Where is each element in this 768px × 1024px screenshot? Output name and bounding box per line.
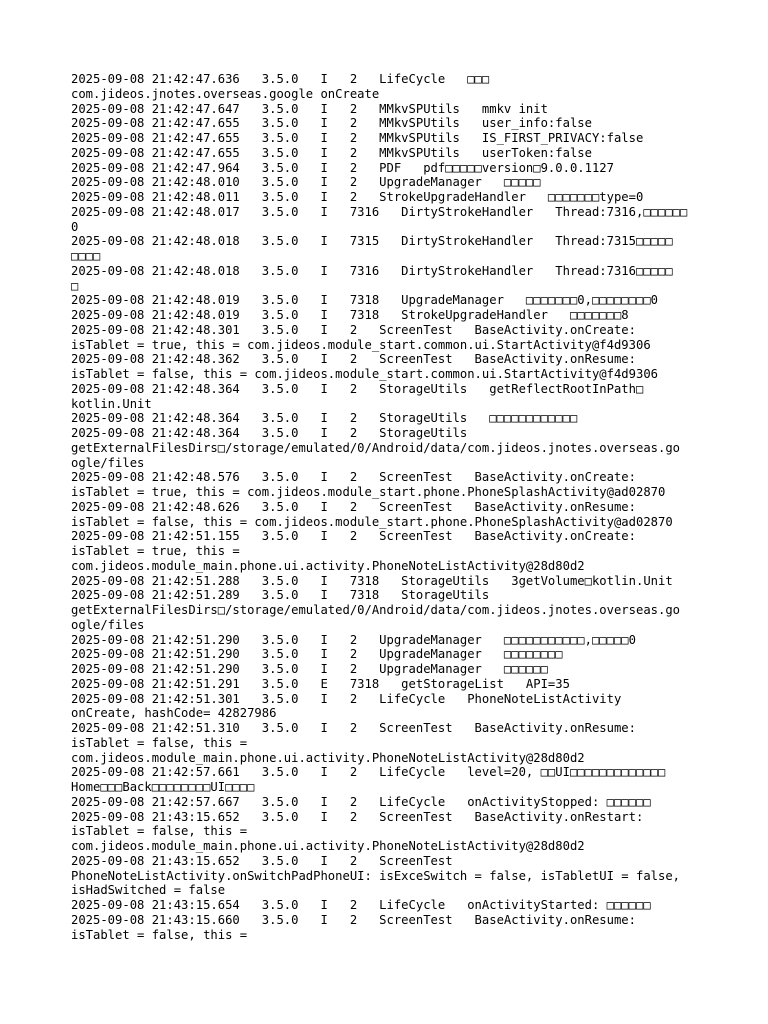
log-line: 2025-09-08 21:42:51.290 3.5.0 I 2 UpgradeManager □□□□□□ bbox=[71, 662, 548, 676]
log-line: 2025-09-08 21:42:48.364 3.5.0 I 2 StorageUtils getReflectRootInPath□ bbox=[71, 381, 644, 396]
log-line: 2025-09-08 21:42:48.010 3.5.0 I 2 UpgradeManager □□□□□ bbox=[71, 175, 541, 190]
log-line: 2025-09-08 21:42:48.018 3.5.0 I 7315 DirtyStrokeHandler Thread:7315□□□□□ bbox=[71, 234, 673, 249]
log-line: isTablet = false, this = bbox=[71, 824, 248, 839]
log-line: 2025-09-08 21:42:48.018 3.5.0 I 7316 DirtyStrokeHandler Thread:7316□□□□□ bbox=[71, 263, 673, 278]
log-line: 2025-09-08 21:42:51.289 3.5.0 I 7318 StorageUtils bbox=[71, 588, 490, 603]
log-line: 2025-09-08 21:42:57.661 3.5.0 I 2 LifeCycle level=20, □□UI□□□□□□□□□□□□□ bbox=[71, 765, 666, 780]
log-line: getExternalFilesDirs□/storage/emulated/0/Android/data/com.jideos.jnotes.overseas.go bbox=[71, 603, 681, 617]
log-line: 2025-09-08 21:42:48.011 3.5.0 I 2 StrokeUpgradeHandler □□□□□□□type=0 bbox=[71, 190, 644, 204]
log-line: com.jideos.module_main.phone.ui.activity.PhoneNoteListActivity@28d80d2 bbox=[71, 750, 585, 765]
log-line: 2025-09-08 21:42:48.364 3.5.0 I 2 StorageUtils □□□□□□□□□□□□ bbox=[71, 411, 578, 426]
log-line: 2025-09-08 21:42:47.655 3.5.0 I 2 MMkvSPUtils userToken:false bbox=[71, 145, 592, 160]
log-line: com.jideos.module_main.phone.ui.activity.PhoneNoteListActivity@28d80d2 bbox=[71, 558, 585, 573]
log-line: isTablet = false, this = com.jideos.module_start.phone.PhoneSplashActivity@ad02870 bbox=[71, 514, 673, 529]
log-line: com.jideos.jnotes.overseas.google onCreate bbox=[71, 86, 380, 101]
log-line: 2025-09-08 21:42:51.290 3.5.0 I 2 UpgradeManager □□□□□□□□□□□,□□□□□0 bbox=[71, 632, 636, 647]
log-text-block bbox=[71, 72, 701, 942]
log-line: Home□□□Back□□□□□□□□UI□□□□ bbox=[71, 780, 255, 794]
log-line: 2025-09-08 21:42:47.655 3.5.0 I 2 MMkvSPUtils IS_FIRST_PRIVACY:false bbox=[71, 131, 644, 145]
log-line: 2025-09-08 21:42:48.364 3.5.0 I 2 StorageUtils bbox=[71, 426, 468, 440]
log-line: 2025-09-08 21:42:48.301 3.5.0 I 2 ScreenTest BaseActivity.onCreate: bbox=[71, 322, 636, 337]
log-line: isTablet = true, this = com.jideos.module_start.common.ui.StartActivity@f4d9306 bbox=[71, 337, 651, 352]
log-line: 2025-09-08 21:43:15.652 3.5.0 I 2 ScreenTest bbox=[71, 853, 453, 868]
log-line: 2025-09-08 21:42:47.647 3.5.0 I 2 MMkvSPUtils mmkv init bbox=[71, 101, 548, 116]
log-line: getExternalFilesDirs□/storage/emulated/0/Android/data/com.jideos.jnotes.overseas.go bbox=[71, 440, 681, 455]
log-line: 2025-09-08 21:42:51.301 3.5.0 I 2 LifeCycle PhoneNoteListActivity bbox=[71, 691, 622, 706]
log-line: 2025-09-08 21:42:57.667 3.5.0 I 2 LifeCycle onActivityStopped: □□□□□□ bbox=[71, 794, 651, 809]
log-line: 2025-09-08 21:42:51.291 3.5.0 E 7318 getStorageList API=35 bbox=[71, 676, 570, 691]
log-line: kotlin.Unit bbox=[71, 396, 152, 411]
log-line: 2025-09-08 21:42:48.017 3.5.0 I 7316 DirtyStrokeHandler Thread:7316,□□□□□□ bbox=[71, 204, 688, 219]
log-line: isTablet = false, this = com.jideos.module_start.common.ui.StartActivity@f4d9306 bbox=[71, 367, 658, 381]
log-line: 2025-09-08 21:42:48.019 3.5.0 I 7318 UpgradeManager □□□□□□□0,□□□□□□□□0 bbox=[71, 293, 658, 308]
log-line: 2025-09-08 21:42:47.636 3.5.0 I 2 LifeCycle □□□ bbox=[71, 72, 490, 86]
log-line: 2025-09-08 21:43:15.654 3.5.0 I 2 LifeCycle onActivityStarted: □□□□□□ bbox=[71, 898, 651, 912]
log-line: onCreate, hashCode= 42827986 bbox=[71, 706, 277, 721]
log-line: PhoneNoteListActivity.onSwitchPadPhoneUI: isExceSwitch = false, isTabletUI = false, bbox=[71, 868, 681, 883]
log-line: com.jideos.module_main.phone.ui.activity.PhoneNoteListActivity@28d80d2 bbox=[71, 839, 585, 853]
log-line: isTablet = false, this = bbox=[71, 735, 248, 750]
log-line: 2025-09-08 21:42:51.310 3.5.0 I 2 ScreenTest BaseActivity.onResume: bbox=[71, 721, 636, 735]
log-line: 2025-09-08 21:42:51.155 3.5.0 I 2 ScreenTest BaseActivity.onCreate: bbox=[71, 529, 636, 544]
log-line: 2025-09-08 21:42:51.288 3.5.0 I 7318 StorageUtils 3getVolume□kotlin.Unit bbox=[71, 573, 673, 588]
log-line: 0 bbox=[71, 219, 79, 234]
log-line: 2025-09-08 21:42:47.655 3.5.0 I 2 MMkvSPUtils user_info:false bbox=[71, 116, 592, 131]
log-line: 2025-09-08 21:42:51.290 3.5.0 I 2 UpgradeManager □□□□□□□□ bbox=[71, 647, 563, 662]
log-line: 2025-09-08 21:42:48.362 3.5.0 I 2 ScreenTest BaseActivity.onResume: bbox=[71, 352, 636, 367]
log-line: isHadSwitched = false bbox=[71, 883, 226, 898]
log-line: isTablet = true, this = com.jideos.module_start.phone.PhoneSplashActivity@ad02870 bbox=[71, 485, 666, 499]
log-line: 2025-09-08 21:42:48.576 3.5.0 I 2 ScreenTest BaseActivity.onCreate: bbox=[71, 470, 636, 485]
log-line: isTablet = false, this = bbox=[71, 927, 248, 942]
log-line: isTablet = true, this = bbox=[71, 544, 240, 558]
log-line: 2025-09-08 21:42:48.626 3.5.0 I 2 ScreenTest BaseActivity.onResume: bbox=[71, 499, 636, 514]
log-line: 2025-09-08 21:43:15.660 3.5.0 I 2 ScreenTest BaseActivity.onResume: bbox=[71, 912, 636, 927]
log-line: 2025-09-08 21:42:48.019 3.5.0 I 7318 StrokeUpgradeHandler □□□□□□□8 bbox=[71, 308, 629, 322]
log-line: ogle/files bbox=[71, 617, 145, 632]
log-line: 2025-09-08 21:43:15.652 3.5.0 I 2 ScreenTest BaseActivity.onRestart: bbox=[71, 809, 644, 824]
log-line: □ bbox=[71, 278, 79, 293]
log-line: ogle/files bbox=[71, 455, 145, 470]
log-line: □□□□ bbox=[71, 249, 101, 263]
log-line: 2025-09-08 21:42:47.964 3.5.0 I 2 PDF pdf□□□□□version□9.0.0.1127 bbox=[71, 160, 614, 175]
